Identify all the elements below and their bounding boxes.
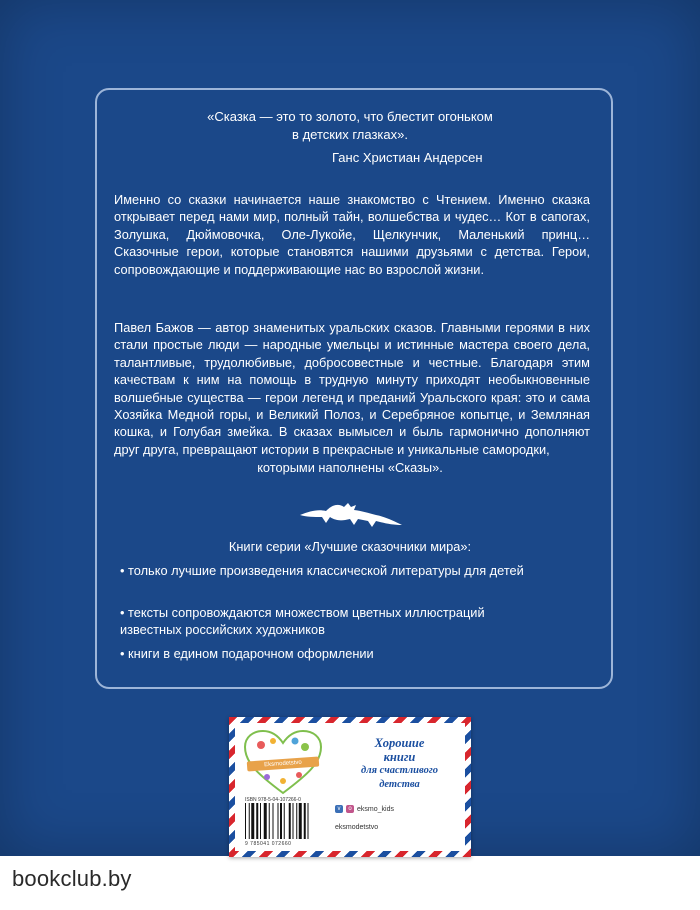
barcode-bar: [280, 803, 282, 839]
barcode-bar: [299, 803, 302, 839]
barcode-bar: [293, 803, 294, 839]
site-watermark: bookclub.by: [12, 866, 132, 891]
instagram-icon: o: [346, 805, 354, 813]
barcode-bar: [308, 803, 309, 839]
series-bullet: • только лучшие произведения классической литературы для детей: [120, 563, 524, 578]
social-row-kids: [335, 805, 394, 813]
series-bullet: • тексты сопровождаются множеством цветных иллюстраций известных российских художников: [120, 605, 485, 638]
intro-paragraph: Именно со сказки начинается наше знакомство с Чтением. Именно сказка открывает перед нами мир, полный тайн, волшебства и чудес… Кот в сапогах, Золушка, Дюймовочка, Оле-Лукойе, Щелкунчик, Маленький принц… Сказочные герои, которые становятся нашими друзьями с детства. Герои, сопровождающие и поддерживающие нас во взрослой жизни.: [114, 192, 590, 277]
barcode-bar: [284, 803, 285, 839]
isbn-text: ISBN 978-5-04-107266-0: [245, 797, 301, 803]
heart-logo-label: Eksmodetstvo: [247, 757, 320, 772]
barcode: [245, 803, 331, 839]
barcode-bar: [249, 803, 250, 839]
quote-line-1: «Сказка — это то золото, что блестит огоньком: [207, 109, 493, 124]
barcode-bar: [304, 803, 306, 839]
tagline-line: для счастливого: [361, 765, 438, 776]
barcode-number: 9 785041 072660: [245, 841, 292, 847]
quote: [125, 108, 575, 144]
vk-icon: v: [335, 805, 343, 813]
sticker-body: [235, 723, 465, 851]
barcode-bar: [296, 803, 297, 839]
barcode-bar: [245, 803, 246, 839]
barcode-bar: [273, 803, 274, 839]
quote-author: Ганс Христиан Андерсен: [332, 150, 483, 165]
barcode-bar: [269, 803, 270, 839]
bazhov-paragraph: Павел Бажов — автор знаменитых уральских сказов. Главными героями в них стали простые люди — народные умельцы и истинные мастера своего дела, талантливые, трудолюбивые, добросовестные и честные. Благодаря этим качествам к ним на помощь в трудную минуту приходят необыкновенные волшебные существа — герои легенд и преданий Уральского края: это и сама Хозяйка Медной горы, и Великий Полоз, и Серебряное копытце, и Земляная кошка, и Голубая змейка. В сказах вымысел и быль гармонично дополняют друг друга, превращают истории в прекрасные и уникальные самородки,: [114, 320, 590, 457]
social-row-detstvo: [335, 824, 378, 831]
barcode-bar: [251, 803, 254, 839]
publisher-tagline: [337, 737, 462, 791]
quote-line-2: в детских глазках».: [292, 127, 408, 142]
social-handle: eksmodetstvo: [335, 824, 379, 831]
series-title: Книги серии «Лучшие сказочники мира»:: [228, 539, 472, 554]
barcode-bar: [278, 803, 279, 839]
bazhov-paragraph-end: которыми наполнены «Сказы».: [257, 460, 443, 475]
tagline-line: детства: [379, 778, 420, 790]
series-bullet: • книги в едином подарочном оформлении: [120, 646, 374, 661]
publisher-sticker: [229, 717, 471, 857]
lizard-icon: [296, 495, 406, 533]
barcode-bar: [289, 803, 291, 839]
tagline-line: Хорошие: [374, 736, 425, 750]
tagline-line: книги: [383, 749, 416, 764]
social-handle: eksmo_kids: [357, 805, 394, 813]
barcode-bar: [260, 803, 261, 839]
barcode-bar: [264, 803, 267, 839]
barcode-bar: [256, 803, 258, 839]
